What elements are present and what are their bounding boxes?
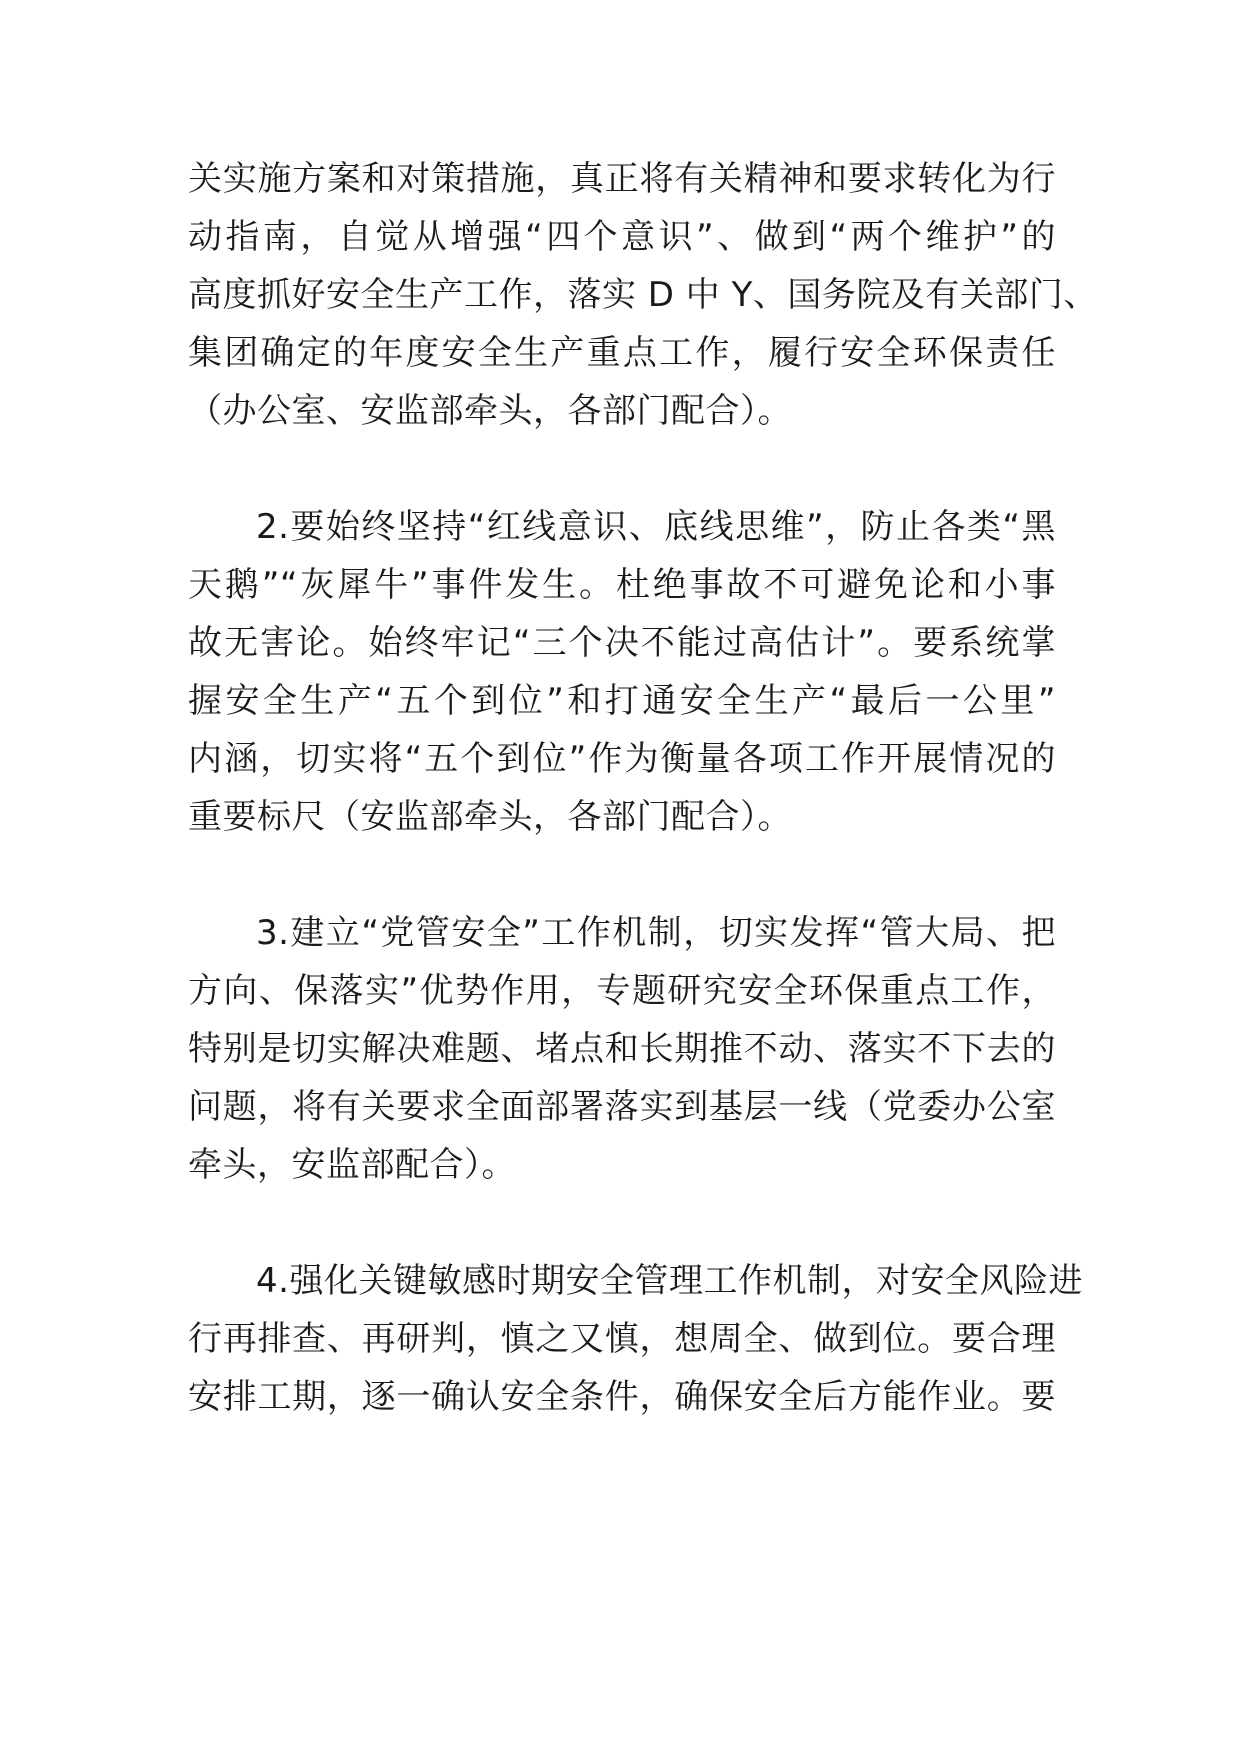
paragraph-line: 特别是切实解决难题、堵点和长期推不动、落实不下去的 bbox=[188, 1029, 1056, 1069]
paragraph-line: 关实施方案和对策措施，真正将有关精神和要求转化为行 bbox=[188, 159, 1056, 199]
paragraph-line: 问题，将有关要求全面部署落实到基层一线（党委办公室 bbox=[188, 1087, 1056, 1127]
paragraph-line: 安排工期，逐一确认安全条件，确保安全后方能作业。要 bbox=[188, 1377, 1056, 1417]
paragraph-line: 行再排查、再研判，慎之又慎，想周全、做到位。要合理 bbox=[188, 1319, 1056, 1359]
paragraph-line: 2.要始终坚持“红线意识、底线思维”，防止各类“黑 bbox=[256, 507, 1056, 547]
paragraph-line: （办公室、安监部牵头，各部门配合）。 bbox=[188, 391, 792, 431]
paragraph-line: 3.建立“党管安全”工作机制，切实发挥“管大局、把 bbox=[256, 913, 1056, 953]
paragraph-line: 握安全生产“五个到位”和打通安全生产“最后一公里” bbox=[188, 681, 1056, 721]
paragraph-line: 重要标尺（安监部牵头，各部门配合）。 bbox=[188, 797, 792, 837]
paragraph-line: 内涵，切实将“五个到位”作为衡量各项工作开展情况的 bbox=[188, 739, 1056, 779]
paragraph-line: 故无害论。始终牢记“三个决不能过高估计”。要系统掌 bbox=[188, 623, 1056, 663]
paragraph-line: 动指南，自觉从增强“四个意识”、做到“两个维护”的 bbox=[188, 217, 1056, 257]
paragraph-line: 集团确定的年度安全生产重点工作，履行安全环保责任 bbox=[188, 333, 1056, 373]
paragraph-line: 方向、保落实”优势作用，专题研究安全环保重点工作， bbox=[188, 971, 1056, 1011]
paragraph-line: 天鹅”“灰犀牛”事件发生。杜绝事故不可避免论和小事 bbox=[188, 565, 1056, 605]
paragraph-line: 4.强化关键敏感时期安全管理工作机制，对安全风险进 bbox=[256, 1261, 1083, 1301]
paragraph-line: 高度抓好安全生产工作，落实 D 中 Y、国务院及有关部门、 bbox=[188, 275, 1098, 315]
paragraph-line: 牵头，安监部配合）。 bbox=[188, 1145, 516, 1185]
